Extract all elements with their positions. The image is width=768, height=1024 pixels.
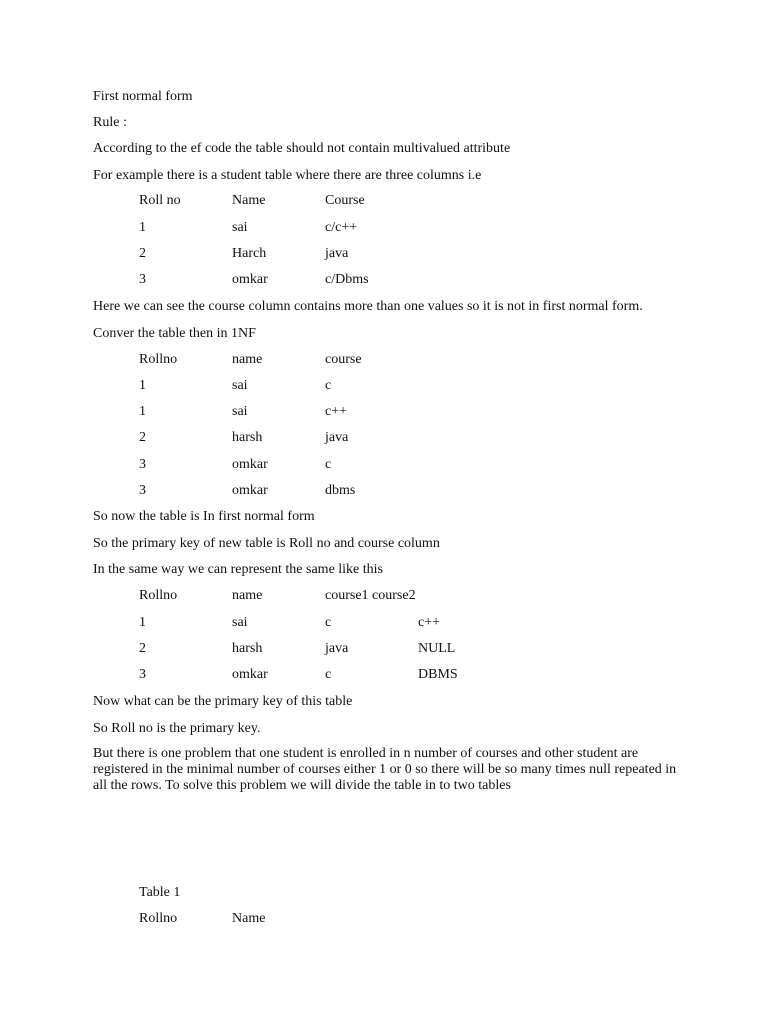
header-name: Name [232,911,266,926]
cell-course: c [325,457,332,472]
header-name: Name [232,193,266,208]
cell-course1: c [325,615,332,630]
cell-name: omkar [232,272,268,287]
header-course: course [325,352,362,367]
cell-course: c/Dbms [325,272,369,287]
cell-course: c++ [325,404,348,419]
heading-first-normal-form: First normal form [93,89,193,104]
cell-course2: c++ [418,615,441,630]
convert-paragraph: Conver the table then in 1NF [93,326,256,341]
cell-rollno: 2 [139,641,146,656]
cell-course1: c [325,667,332,682]
definition-paragraph: According to the ef code the table should not contain multivalued attribute [93,141,511,156]
cell-name: Harch [232,246,267,261]
cell-name: sai [232,404,248,419]
cell-rollno: 1 [139,220,146,235]
header-name: name [232,588,263,603]
cell-rollno: 1 [139,378,146,393]
cell-course: c [325,378,332,393]
cell-course: dbms [325,483,356,498]
cell-course: java [325,430,349,445]
cell-rollno: 1 [139,615,146,630]
header-course1-course2: course1 course2 [325,588,416,603]
same-way-paragraph: In the same way we can represent the same like this [93,562,384,577]
cell-name: sai [232,378,248,393]
cell-rollno: 1 [139,404,146,419]
cell-rollno: 3 [139,272,146,287]
header-rollno: Rollno [139,911,178,926]
cell-name: omkar [232,457,268,472]
cell-name: sai [232,615,248,630]
cell-rollno: 3 [139,667,146,682]
problem-paragraph: But there is one problem that one student is enrolled in n number of courses and other student are registered in the minimal number of courses either 1 or 0 so there will be so many times null repeated in all the rows. To solve this problem we will divide the table in to two tables [93,746,677,793]
header-roll-no: Roll no [139,193,181,208]
cell-rollno: 3 [139,483,146,498]
table-1-title: Table 1 [139,885,181,900]
header-name: name [232,352,263,367]
cell-name: sai [232,220,248,235]
primary-key-new-paragraph: So the primary key of new table is Roll no and course column [93,536,440,551]
cell-rollno: 2 [139,430,146,445]
cell-name: omkar [232,483,268,498]
header-rollno: Rollno [139,588,178,603]
cell-course2: NULL [418,641,456,656]
cell-rollno: 3 [139,457,146,472]
primary-key-answer: So Roll no is the primary key. [93,721,261,736]
cell-name: harsh [232,641,263,656]
cell-course2: DBMS [418,667,458,682]
cell-course: java [325,246,349,261]
not-1nf-paragraph: Here we can see the course column contains more than one values so it is not in first normal form. [93,299,643,314]
header-course: Course [325,193,365,208]
cell-name: omkar [232,667,268,682]
now-1nf-paragraph: So now the table is In first normal form [93,509,315,524]
cell-name: harsh [232,430,263,445]
cell-rollno: 2 [139,246,146,261]
header-rollno: Rollno [139,352,178,367]
cell-course: c/c++ [325,220,358,235]
rule-label: Rule : [93,115,127,130]
primary-key-question: Now what can be the primary key of this table [93,694,353,709]
example-paragraph: For example there is a student table where there are three columns i.e [93,168,482,183]
cell-course1: java [325,641,349,656]
